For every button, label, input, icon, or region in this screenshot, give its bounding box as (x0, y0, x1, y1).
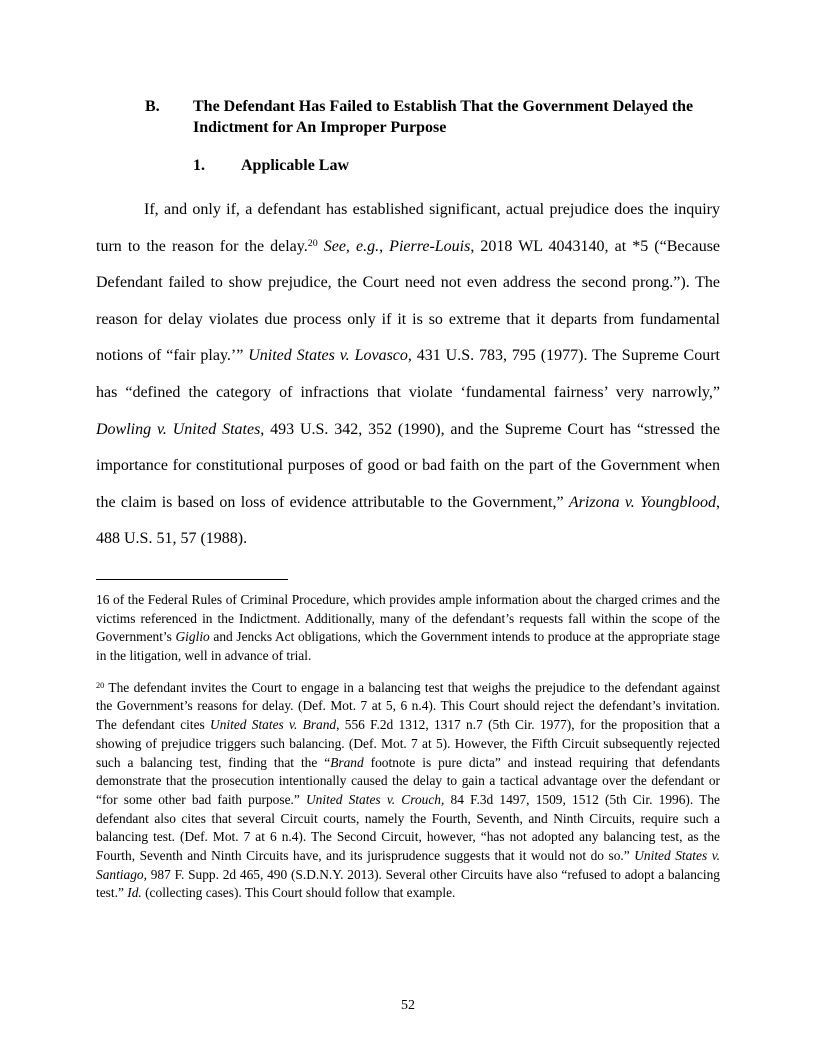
subsection-heading-title: Applicable Law (241, 157, 350, 174)
page-number: 52 (401, 998, 415, 1013)
subsection-heading (193, 155, 720, 176)
footnote-20: $^{20}$ The defendant invites the Court to engage in a balancing test that weighs the prejudice to the defendant against the Government’s reasons for delay. (Def. Mot. 7 at 5, 6 n.4). This Court should reject the defendant’s invitation. The defendant cites United States v. Brand, 556 F.2d 1312, 1317 n.7 (5th Cir. 1977), for the proposition that a showing of prejudice triggers such balancing. (Def. Mot. 7 at 5). However, the Fifth Circuit subsequently rejected such a balancing test, finding that the “Brand footnote is pure dicta” and instead requiring that defendants demonstrate that the prosecution intentionally caused the delay to gain a tactical advantage over the defendant or “for some other bad faith purpose.” United States v. Crouch, 84 F.3d 1497, 1509, 1512 (5th Cir. 1996). The defendant also cites that several Circuit courts, namely the Fourth, Seventh, and Ninth Circuits, require such a balancing test. (Def. Mot. 7 at 6 n.4). The Second Circuit, however, “has not adopted any balancing test, as the Fourth, Seventh and Ninth Circuits have, and its jurisprudence suggests that it would not do so.” United States v. Santiago, 987 F. Supp. 2d 465, 490 (S.D.N.Y. 2013). Several other Circuits have also “refused to adopt a balancing test.” Id. (collecting cases). This Court should follow that example. (96, 679, 721, 901)
section-heading (145, 96, 720, 138)
section-heading-text: The Defendant Has Failed to Establish That the Government Delayed the Indictment for An Improper Purpose (193, 98, 694, 136)
footnotes-section (96, 591, 720, 903)
subsection-heading-label: 1. (193, 157, 205, 174)
page-content (96, 96, 720, 903)
body-paragraph: If, and only if, a defendant has established significant, actual prejudice does the inquiry turn to the reason for the delay.$^{20}$ See, e.g., Pierre-Louis, 2018 WL 4043140, at *5 (“Because Defendant failed to show prejudice, the Court need not even address the second prong.”). The reason for delay violates due process only if it is so extreme that it departs from fundamental notions of “fair play.’” United States v. Lovasco, 431 U.S. 783, 795 (1977). The Supreme Court has “defined the category of infractions that violate ‘fundamental fairness’ very narrowly,” Dowling v. United States, 493 U.S. 342, 352 (1990), and the Supreme Court has “stressed the importance for constitutional purposes of good or bad faith on the part of the Government when the claim is based on loss of evidence attributable to the Government,” Arizona v. Youngblood, 488 U.S. 51, 57 (1988). (96, 201, 721, 548)
footnote-19-continuation: 16 of the Federal Rules of Criminal Procedure, which provides ample information about the charged crimes and the victims referenced in the Indictment. Additionally, many of the defendant’s requests fall within the scope of the Government’s Giglio and Jencks Act obligations, which the Government intends to produce at the appropriate stage in the litigation, well in advance of trial. (96, 591, 720, 664)
section-heading-label: B. (145, 98, 160, 115)
footnote-separator-rule (96, 579, 288, 580)
